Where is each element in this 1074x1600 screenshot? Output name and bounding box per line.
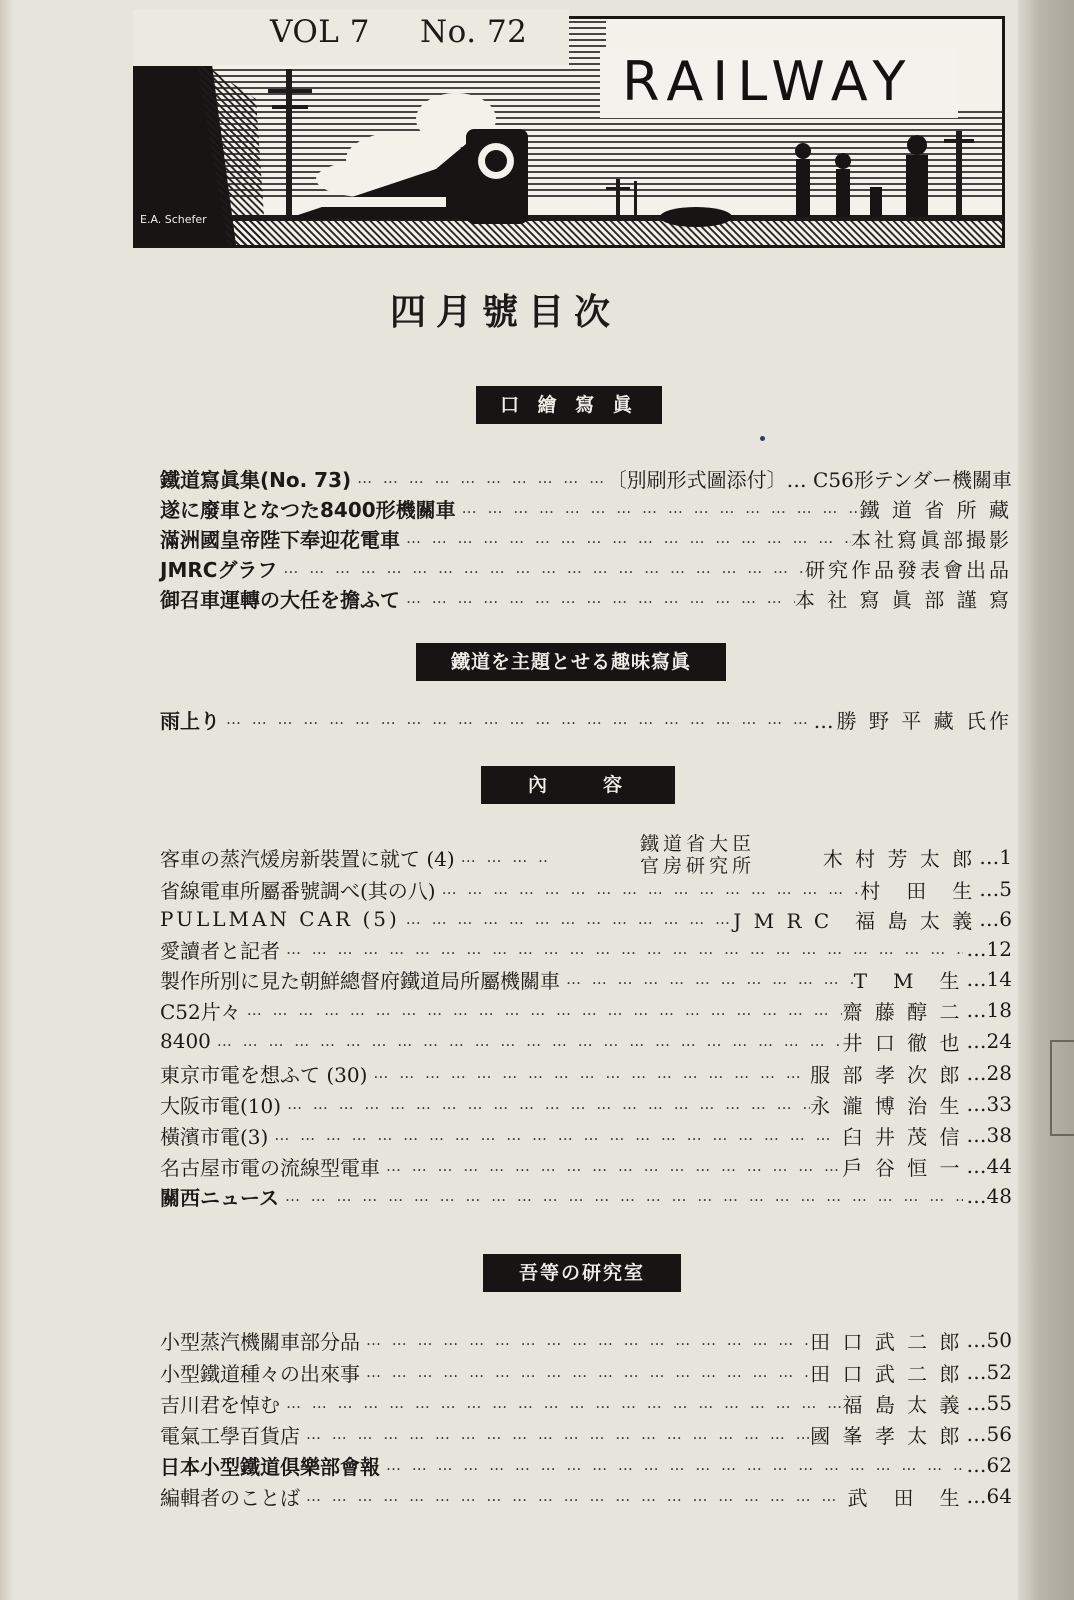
dot-leader xyxy=(380,1456,963,1474)
entry-author: 〔別刷形式圖添付〕… C56形テンダー機關車 xyxy=(606,467,1012,492)
entry-author: 永 瀧 博 治 生 xyxy=(810,1093,963,1118)
toc-entry xyxy=(160,704,1012,734)
page-edge xyxy=(1018,0,1074,1600)
toc-entry xyxy=(160,964,1012,994)
dot-leader xyxy=(281,1095,810,1113)
entry-author: 齋 藤 醇 二 xyxy=(842,999,963,1024)
entry-title: 橫濱市電(3) xyxy=(160,1124,269,1149)
dot-leader xyxy=(300,1425,810,1443)
entry-author: 國 峯 孝 太 郎 xyxy=(810,1423,963,1448)
magazine-title: RAILWAY xyxy=(622,50,915,113)
toc-entry xyxy=(160,493,1012,523)
page-number: …38 xyxy=(966,1123,1012,1147)
entry-title: PULLMAN CAR (5) xyxy=(160,907,400,931)
dot-leader xyxy=(277,559,805,577)
dot-leader xyxy=(400,529,851,547)
toc-entry xyxy=(160,842,1012,872)
toc-entry xyxy=(160,995,1012,1025)
entry-author: …勝 野 平 藏 氏作 xyxy=(813,708,1012,733)
entry-title: 雨上り xyxy=(160,708,220,733)
dot-leader xyxy=(351,469,607,487)
dot-leader xyxy=(400,589,795,607)
toc-entry xyxy=(160,523,1012,553)
toc-entry xyxy=(160,1325,1012,1355)
entry-author: 臼 井 茂 信 xyxy=(842,1124,963,1149)
entry-author: 本社寫眞部撮影 xyxy=(851,527,1012,552)
dot-leader xyxy=(280,1394,842,1412)
entry-title: 小型蒸汽機關車部分品 xyxy=(160,1329,360,1354)
entry-title: 遂に廢車となつた8400形機關車 xyxy=(160,497,456,522)
dot-leader xyxy=(241,1001,843,1019)
dot-leader xyxy=(300,1487,848,1505)
toc-entry xyxy=(160,934,1012,964)
page-number: …18 xyxy=(966,998,1012,1022)
dot-leader xyxy=(455,848,547,866)
dot-leader xyxy=(360,1363,810,1381)
dot-leader xyxy=(436,880,861,898)
entry-title: 吉川君を悼む xyxy=(160,1392,280,1417)
toc-entry xyxy=(160,1151,1012,1181)
entry-title: 製作所別に見た朝鮮總督府鐵道局所屬機關車 xyxy=(160,968,560,993)
toc-entry xyxy=(160,1388,1012,1418)
page-number: …64 xyxy=(966,1484,1012,1508)
page-number: …24 xyxy=(966,1029,1012,1053)
dot-leader xyxy=(211,1032,843,1050)
entry-author: 村 田 生 xyxy=(860,878,976,903)
entry-author: 戶 谷 恒 一 xyxy=(842,1155,963,1180)
page-number: …48 xyxy=(966,1184,1012,1208)
toc-entry xyxy=(160,1419,1012,1449)
entry-author: 研究作品發表會出品 xyxy=(805,557,1012,582)
entry-title: 東京市電を想ふて (30) xyxy=(160,1062,368,1087)
toc-entry xyxy=(160,874,1012,904)
page-number: …50 xyxy=(966,1328,1012,1352)
dot-leader xyxy=(400,910,733,928)
section-heading-contents: 內 容 xyxy=(481,766,675,804)
entry-title: 滿洲國皇帝陛下奉迎花電車 xyxy=(160,527,400,552)
toc-entry xyxy=(160,1120,1012,1150)
page-number: …52 xyxy=(966,1360,1012,1384)
section-heading-frontispiece: 口 繪 寫 眞 xyxy=(476,386,662,424)
toc-entry xyxy=(160,1357,1012,1387)
entry-author: 井 口 徹 也 xyxy=(842,1030,963,1055)
entry-author: 田 口 武 二 郎 xyxy=(810,1329,963,1354)
entry-title: 大阪市電(10) xyxy=(160,1093,282,1118)
affiliation-line: 鐵道省大臣 xyxy=(640,833,756,855)
entry-title: 小型鐵道種々の出來事 xyxy=(160,1361,360,1386)
dot-leader xyxy=(280,940,963,958)
page-number: …5 xyxy=(979,877,1012,901)
entry-title: 日本小型鐵道俱樂部會報 xyxy=(160,1454,380,1479)
ink-speck xyxy=(760,436,765,441)
toc-entry xyxy=(160,1181,1012,1211)
dot-leader xyxy=(380,1157,842,1175)
section-heading-lab: 吾等の研究室 xyxy=(483,1254,681,1292)
entry-author: 本 社 寫 眞 部 謹 寫 xyxy=(794,587,1012,612)
entry-title: 關西ニュース xyxy=(160,1185,279,1210)
page-number: …62 xyxy=(966,1453,1012,1477)
entry-author: T M 生 xyxy=(853,968,963,993)
toc-entry xyxy=(160,904,1012,934)
page-gutter-shadow xyxy=(0,0,14,1600)
entry-title: C52片々 xyxy=(160,999,241,1024)
volume-number: VOL 7 xyxy=(270,14,370,50)
toc-entry xyxy=(160,463,1012,493)
toc-entry xyxy=(160,1026,1012,1056)
dot-leader xyxy=(279,1187,963,1205)
entry-title: 電氣工學百貨店 xyxy=(160,1423,300,1448)
page-number: …12 xyxy=(966,937,1012,961)
page-number: …6 xyxy=(979,907,1012,931)
toc-entry xyxy=(160,1481,1012,1511)
entry-author: 服 部 孝 次 郎 xyxy=(810,1062,963,1087)
page-title: 四月號目次 xyxy=(389,292,620,333)
entry-title: 8400 xyxy=(160,1029,211,1053)
artist-signature: E.A. Schefer xyxy=(140,213,207,226)
entry-title: 鐵道寫眞集(No. 73) xyxy=(160,467,352,492)
page-number: …55 xyxy=(966,1391,1012,1415)
entry-title: 名古屋市電の流線型電車 xyxy=(160,1155,380,1180)
entry-title: 編輯者のことば xyxy=(160,1485,300,1510)
section-heading-hobby-photo: 鐵道を主題とせる趣味寫眞 xyxy=(416,643,726,681)
entry-title: 御召車運轉の大任を擔ふて xyxy=(160,587,400,612)
entry-title: 客車の蒸汽煖房新裝置に就て (4) xyxy=(160,846,455,871)
entry-author: 田 口 武 二 郎 xyxy=(810,1361,963,1386)
page-number: …44 xyxy=(966,1154,1012,1178)
entry-title: JMRCグラフ xyxy=(160,557,278,582)
dot-leader xyxy=(220,710,814,728)
dot-leader xyxy=(456,499,860,517)
toc-entry xyxy=(160,583,1012,613)
toc-entry xyxy=(160,553,1012,583)
entry-title: 愛讀者と記者 xyxy=(160,938,280,963)
issue-number: No. 72 xyxy=(420,14,528,50)
toc-entry xyxy=(160,1089,1012,1119)
page-number: …56 xyxy=(966,1422,1012,1446)
entry-author: 木 村 芳 太 郎 xyxy=(822,846,976,871)
entry-author: 福 島 太 義 xyxy=(842,1392,963,1417)
page-number: …33 xyxy=(966,1092,1012,1116)
dot-leader xyxy=(560,970,854,988)
toc-entry xyxy=(160,1450,1012,1480)
page-number: …1 xyxy=(979,845,1012,869)
entry-author: 武 田 生 xyxy=(847,1485,963,1510)
page-number: …28 xyxy=(966,1061,1012,1085)
dot-leader xyxy=(268,1126,842,1144)
affiliation-line: 官房研究所 xyxy=(640,855,756,877)
page-number: …14 xyxy=(966,967,1012,991)
dot-leader xyxy=(367,1064,810,1082)
entry-author: J M R C 福 島 太 義 xyxy=(733,908,976,933)
toc-entry xyxy=(160,1058,1012,1088)
index-tab xyxy=(1050,1040,1074,1136)
entry-title: 省線電車所屬番號調べ(其の八) xyxy=(160,878,436,903)
dot-leader xyxy=(360,1331,810,1349)
entry-author: 鐵 道 省 所 藏 xyxy=(859,497,1012,522)
